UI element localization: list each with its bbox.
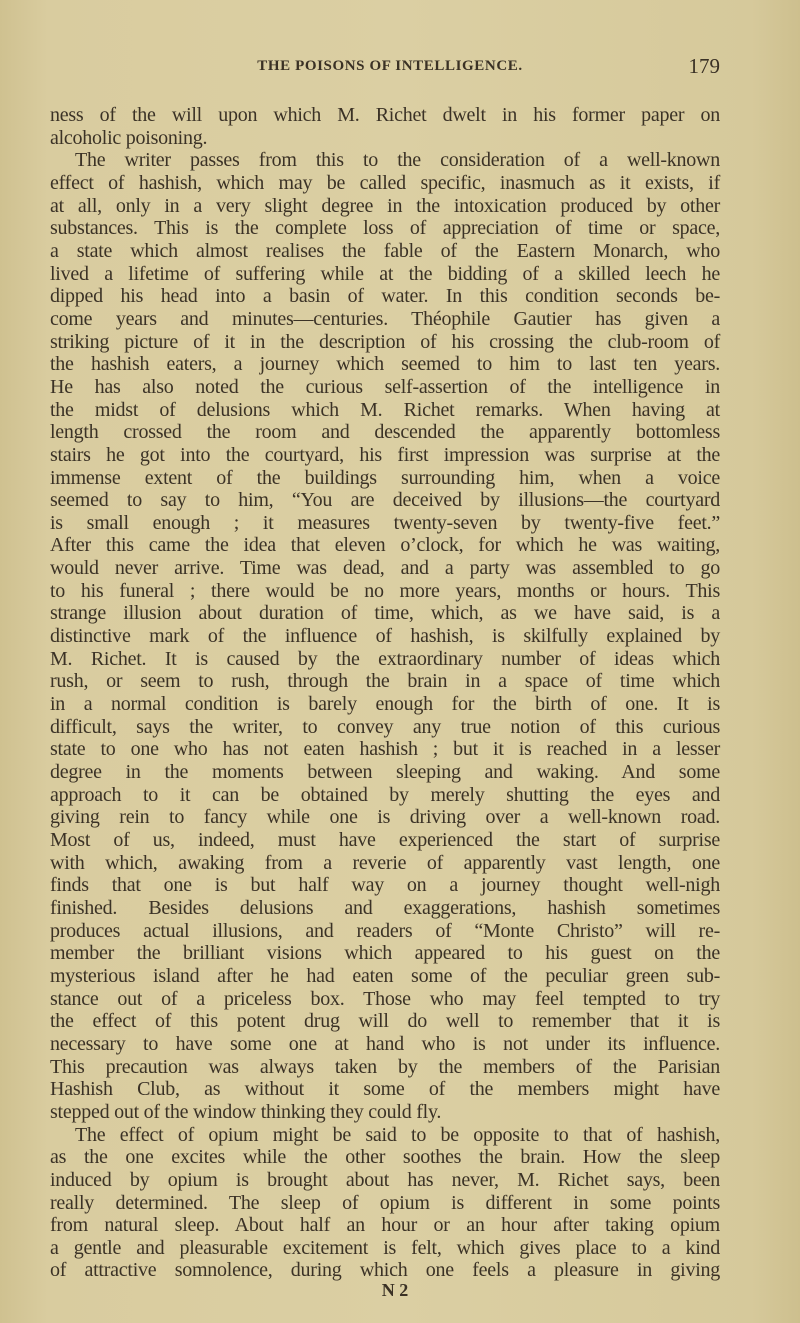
text-line: is small enough ; it measures twenty-seven by twenty-five feet.” — [50, 511, 720, 534]
text-line: M. Richet. It is caused by the extraordinary number of ideas which — [50, 647, 720, 670]
text-line: This precaution was always taken by the members of the Parisian — [50, 1055, 720, 1078]
text-line: immense extent of the buildings surrounding him, when a voice — [50, 466, 720, 489]
page-number: 179 — [688, 54, 720, 78]
text-line: the effect of this potent drug will do well to remember that it is — [50, 1010, 720, 1033]
text-line: difficult, says the writer, to convey any true notion of this curious — [50, 715, 720, 738]
running-head-title: THE POISONS OF INTELLIGENCE. — [257, 58, 523, 74]
text-line: induced by opium is brought about has never, M. Richet says, been — [50, 1168, 720, 1191]
text-line: to his funeral ; there would be no more years, months or hours. This — [50, 579, 720, 602]
text-line: striking picture of it in the description of his crossing the club-room of — [50, 330, 720, 353]
text-line: of attractive somnolence, during which one feels a pleasure in giving — [50, 1259, 720, 1282]
text-line: come years and minutes—centuries. Théophile Gautier has given a — [50, 307, 720, 330]
text-line: mysterious island after he had eaten some of the peculiar green sub- — [50, 964, 720, 987]
text-line: as the one excites while the other soothes the brain. How the sleep — [50, 1146, 720, 1169]
text-line: produces actual illusions, and readers of “Monte Christo” will re- — [50, 919, 720, 942]
text-line: Hashish Club, as without it some of the members might have — [50, 1078, 720, 1101]
text-line: giving rein to fancy while one is driving over a well-known road. — [50, 806, 720, 829]
text-line: After this came the idea that eleven o’clock, for which he was waiting, — [50, 534, 720, 557]
text-line: a state which almost realises the fable of the Eastern Monarch, who — [50, 239, 720, 262]
text-line: a gentle and pleasurable excitement is felt, which gives place to a kind — [50, 1236, 720, 1259]
text-line: the hashish eaters, a journey which seemed to him to last ten years. — [50, 353, 720, 376]
text-line: distinctive mark of the influence of hashish, is skilfully explained by — [50, 625, 720, 648]
text-line: finds that one is but half way on a journey thought well-nigh — [50, 874, 720, 897]
text-line: really determined. The sleep of opium is different in some points — [50, 1191, 720, 1214]
text-line: state to one who has not eaten hashish ; but it is reached in a lesser — [50, 738, 720, 761]
text-line: member the brilliant visions which appeared to his guest on the — [50, 942, 720, 965]
text-line: with which, awaking from a reverie of apparently vast length, one — [50, 851, 720, 874]
text-line: in a normal condition is barely enough for the birth of one. It is — [50, 693, 720, 716]
text-line: necessary to have some one at hand who is not under its influence. — [50, 1032, 720, 1055]
text-line: rush, or seem to rush, through the brain in a space of time which — [50, 670, 720, 693]
text-line: substances. This is the complete loss of appreciation of time or space, — [50, 217, 720, 240]
text-line: effect of hashish, which may be called specific, inasmuch as it exists, if — [50, 171, 720, 194]
text-line: at all, only in a very slight degree in the intoxication produced by other — [50, 194, 720, 217]
text-line: dipped his head into a basin of water. In this condition seconds be- — [50, 285, 720, 308]
text-line: the midst of delusions which M. Richet remarks. When having at — [50, 398, 720, 421]
text-line: He has also noted the curious self-assertion of the intelligence in — [50, 375, 720, 398]
text-line: The writer passes from this to the consideration of a well-known — [75, 149, 720, 172]
text-line: seemed to say to him, “You are deceived by illusions—the courtyard — [50, 489, 720, 512]
text-line: alcoholic poisoning. — [50, 126, 208, 149]
text-line: from natural sleep. About half an hour or an hour after taking opium — [50, 1214, 720, 1237]
signature-mark: N 2 — [381, 1280, 409, 1300]
text-line: The effect of opium might be said to be opposite to that of hashish, — [75, 1123, 720, 1146]
text-line: degree in the moments between sleeping and waking. And some — [50, 761, 720, 784]
text-line: ness of the will upon which M. Richet dwelt in his former paper on — [50, 104, 720, 126]
body-text — [50, 104, 720, 1282]
text-line: stairs he got into the courtyard, his first impression was surprise at the — [50, 443, 720, 466]
text-line: Most of us, indeed, must have experienced the start of surprise — [50, 829, 720, 851]
text-line: length crossed the room and descended the apparently bottomless — [50, 421, 720, 444]
text-line: stance out of a priceless box. Those who may feel tempted to try — [50, 987, 720, 1010]
text-line: lived a lifetime of suffering while at the bidding of a skilled leech he — [50, 262, 720, 285]
text-line: strange illusion about duration of time, which, as we have said, is a — [50, 602, 720, 625]
text-line: stepped out of the window thinking they could fly. — [50, 1100, 442, 1123]
text-line: finished. Besides delusions and exaggerations, hashish sometimes — [50, 896, 720, 919]
text-line: approach to it can be obtained by merely shutting the eyes and — [50, 783, 720, 806]
text-line: would never arrive. Time was dead, and a party was assembled to go — [50, 557, 720, 580]
